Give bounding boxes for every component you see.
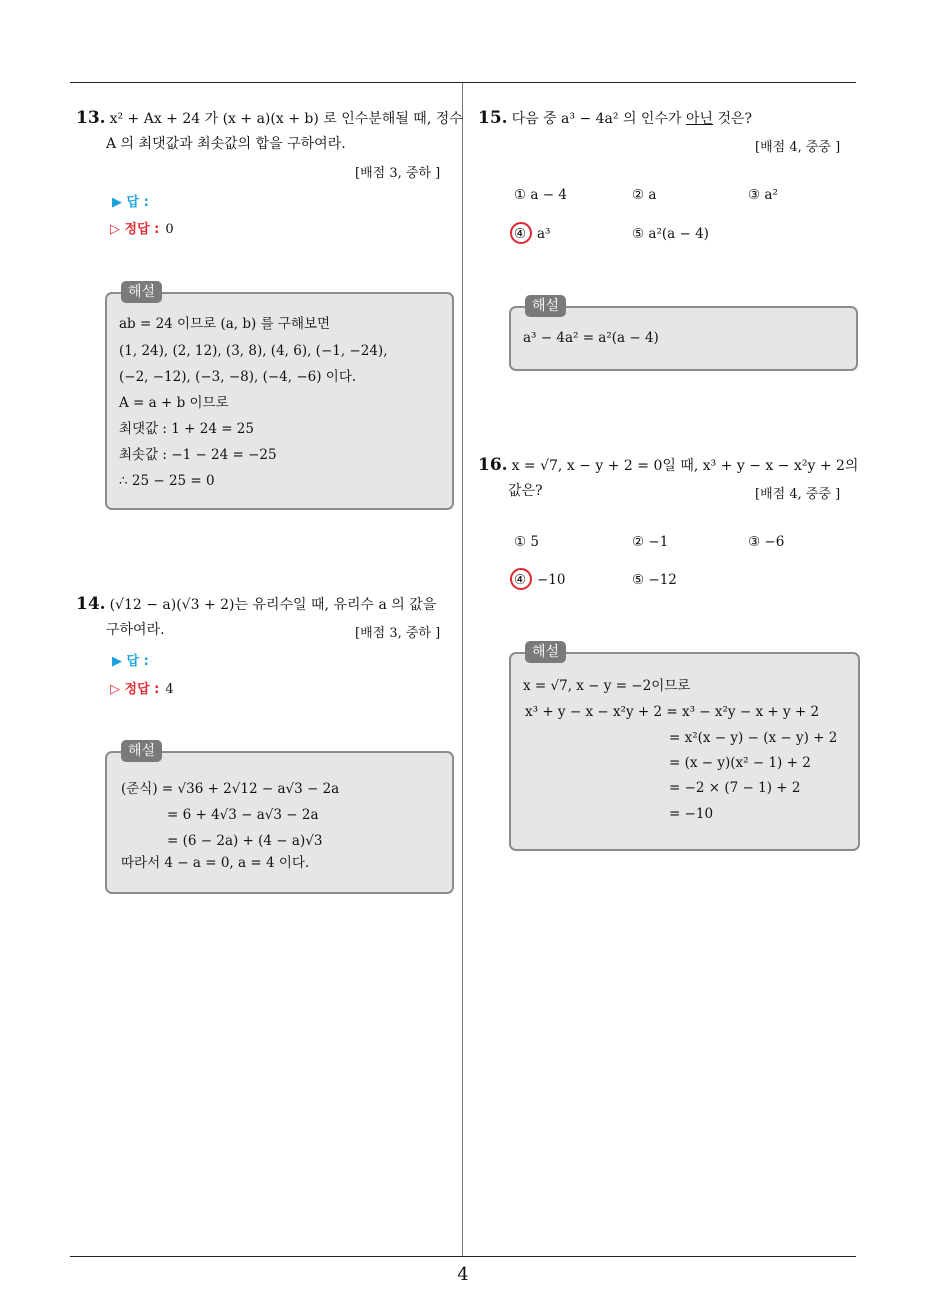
question-13-number: 13. [76, 108, 106, 128]
solution-line: = 6 + 4√3 − a√3 − 2a [167, 807, 319, 823]
question-16-line2: 값은? [508, 483, 543, 499]
option-4: a³ [537, 226, 551, 242]
bottom-rule [70, 1256, 856, 1257]
option-4-number: ④ [514, 226, 527, 242]
answer-label: ▶ 답 : [112, 195, 149, 210]
solution-tag: 해설 [525, 641, 566, 663]
question-16-number: 16. [478, 455, 508, 475]
solution-line: x = √7, x − y = −2이므로 [523, 678, 691, 694]
top-rule [70, 82, 856, 83]
option-2: ② −1 [632, 534, 669, 550]
solution-line: a³ − 4a² = a²(a − 4) [523, 330, 659, 346]
question-16-points: [배점 4, 중중 ] [755, 487, 841, 502]
solution-box-14 [105, 743, 454, 894]
solution-line: (준식) = √36 + 2√12 − a√3 − 2a [121, 781, 340, 797]
solution-line: 최솟값 : −1 − 24 = −25 [119, 447, 277, 463]
solution-line: ∴ 25 − 25 = 0 [119, 473, 215, 489]
option-2: ② a [632, 187, 657, 203]
solution-line: = x²(x − y) − (x − y) + 2 [669, 730, 838, 746]
correct-answer: ▷ 정답 : 0 [110, 222, 174, 237]
question-14-line2: 구하여라. [106, 622, 165, 638]
solution-line: = (6 − 2a) + (4 − a)√3 [167, 833, 323, 849]
solution-line: (−2, −12), (−3, −8), (−4, −6) 이다. [119, 369, 357, 385]
option-4: −10 [537, 572, 566, 588]
question-13-line1: 13. x² + Ax + 24 가 (x + a)(x + b) 로 인수분해될 때, 정수 [76, 108, 463, 128]
correct-answer: ▷ 정답 : 4 [110, 682, 174, 697]
question-15-number: 15. [478, 108, 508, 128]
solution-line: = −10 [669, 806, 714, 822]
option-1: ① a − 4 [514, 187, 567, 203]
question-13-points: [배점 3, 중하 ] [355, 166, 441, 181]
solution-box-15 [509, 298, 858, 371]
question-14-line1: 14. (√12 − a)(√3 + 2)는 유리수일 때, 유리수 a 의 값을 [76, 594, 437, 614]
option-4-number: ④ [514, 572, 527, 588]
solution-line: (1, 24), (2, 12), (3, 8), (4, 6), (−1, −24), [119, 343, 388, 359]
option-5: ⑤ −12 [632, 572, 677, 588]
question-15-points: [배점 4, 중중 ] [755, 140, 841, 155]
solution-box-16 [509, 644, 860, 851]
page-number: 4 [457, 1264, 469, 1285]
question-15-line1: 15. 다음 중 a³ − 4a² 의 인수가 아닌 것은? [478, 108, 753, 128]
solution-line: A = a + b 이므로 [119, 395, 229, 411]
solution-box-13 [105, 284, 454, 510]
solution-line: = (x − y)(x² − 1) + 2 [669, 755, 811, 771]
solution-line: ab = 24 이므로 (a, b) 를 구해보면 [119, 316, 331, 332]
solution-line: 따라서 4 − a = 0, a = 4 이다. [121, 855, 310, 871]
solution-line: x³ + y − x − x²y + 2 = x³ − x²y − x + y + 2 [525, 704, 820, 720]
solution-tag: 해설 [525, 295, 566, 317]
option-3: ③ a² [748, 187, 778, 203]
answer-label: ▶ 답 : [112, 654, 149, 669]
option-1: ① 5 [514, 534, 539, 550]
option-3: ③ −6 [748, 534, 785, 550]
solution-line: = −2 × (7 − 1) + 2 [669, 780, 801, 796]
question-14-number: 14. [76, 594, 106, 614]
question-16-line1: 16. x = √7, x − y + 2 = 0일 때, x³ + y − x − x²y + 2의 [478, 455, 859, 475]
option-5: ⑤ a²(a − 4) [632, 226, 709, 242]
solution-tag: 해설 [121, 281, 162, 303]
column-divider [462, 83, 463, 1256]
question-14-points: [배점 3, 중하 ] [355, 626, 441, 641]
solution-line: 최댓값 : 1 + 24 = 25 [119, 421, 254, 437]
question-13-line2: A 의 최댓값과 최솟값의 합을 구하여라. [106, 136, 346, 152]
solution-tag: 해설 [121, 740, 162, 762]
